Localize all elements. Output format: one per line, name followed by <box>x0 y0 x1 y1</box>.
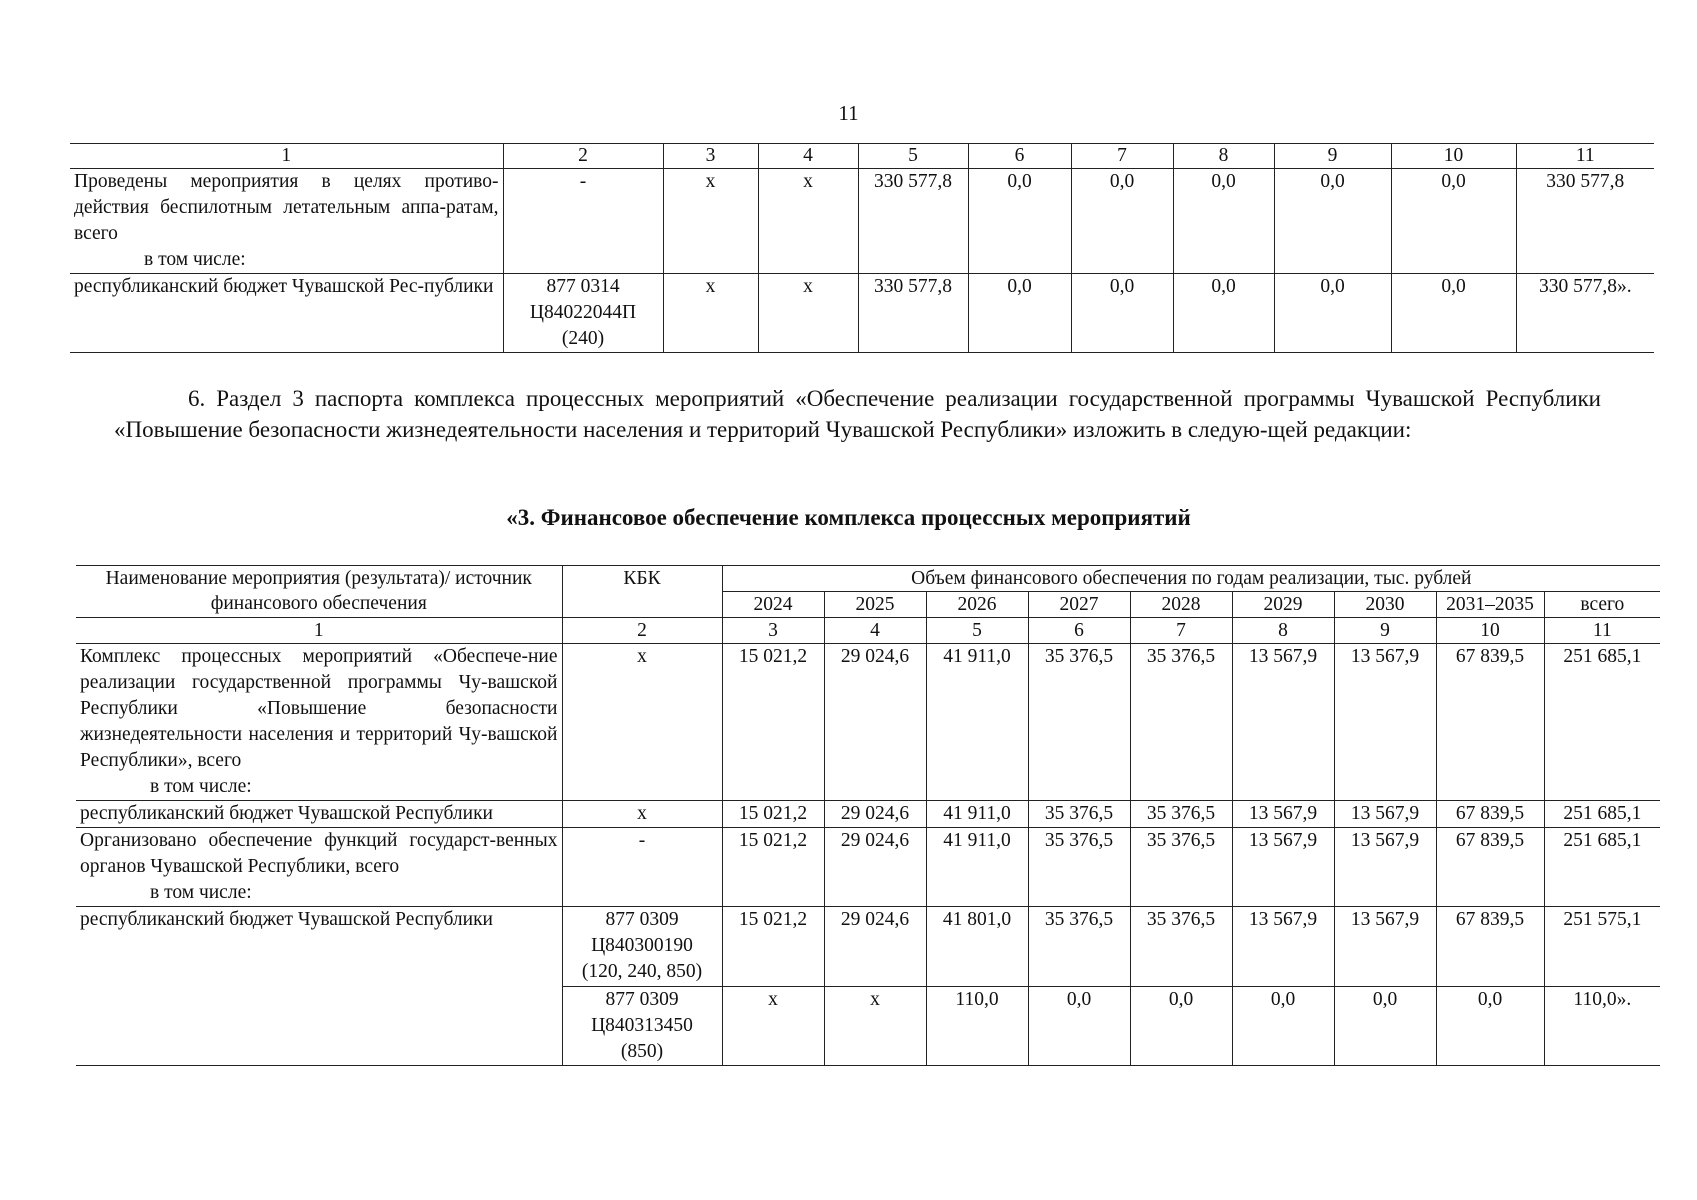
value-cell: 41 911,0 <box>926 644 1028 801</box>
kbk-cell: - <box>562 828 722 907</box>
value-cell: 29 024,6 <box>824 644 926 801</box>
row-name: республиканский бюджет Чувашской Республики <box>76 907 562 987</box>
kbk-line: Ц84022044П <box>529 302 637 323</box>
value-cell: 29 024,6 <box>824 801 926 828</box>
row-subnote: в том числе: <box>150 882 252 903</box>
row-name: Организовано обеспечение функций государст-венных органов Чувашской Республики, всего <box>80 830 558 877</box>
column-number: 4 <box>758 144 858 169</box>
value-cell: 67 839,5 <box>1436 801 1544 828</box>
row-name-cell <box>70 169 503 274</box>
value-cell: 0,0 <box>1071 274 1173 353</box>
kbk-cell <box>503 274 663 353</box>
year-header: 2031–2035 <box>1436 592 1544 618</box>
column-number: 6 <box>1028 618 1130 644</box>
value-cell: 41 911,0 <box>926 801 1028 828</box>
value-cell: 251 575,1 <box>1544 907 1660 987</box>
value-cell: 330 577,8 <box>1516 169 1654 274</box>
kbk-line: (120, 240, 850) <box>581 961 703 982</box>
value-cell: 330 577,8 <box>858 169 968 274</box>
row-name: республиканский бюджет Чувашской Рес-публики <box>70 274 503 353</box>
table-row <box>76 644 1660 801</box>
year-header: 2028 <box>1130 592 1232 618</box>
column-number: 4 <box>824 618 926 644</box>
value-cell: 0,0 <box>1028 987 1130 1066</box>
row-name: Комплекс процессных мероприятий «Обеспече-ние реализации государственной программы Чу-вашской Республики «Повышение безопасности жизнедеятельности населения и территорий Чу-вашской Республики», всего <box>80 646 558 771</box>
value-cell: 15 021,2 <box>722 801 824 828</box>
value-cell: 0,0 <box>968 274 1071 353</box>
kbk-line: 877 0309 <box>605 909 679 930</box>
cell: x <box>758 169 858 274</box>
value-cell: 15 021,2 <box>722 907 824 987</box>
table-row <box>76 907 1660 987</box>
year-header: 2026 <box>926 592 1028 618</box>
column-number: 10 <box>1436 618 1544 644</box>
body-paragraph <box>114 384 1601 445</box>
value-cell: 251 685,1 <box>1544 828 1660 907</box>
cell: x <box>663 274 758 353</box>
column-number: 11 <box>1516 144 1654 169</box>
value-cell: x <box>824 987 926 1066</box>
value-cell: 29 024,6 <box>824 907 926 987</box>
column-number: 6 <box>968 144 1071 169</box>
column-number: 1 <box>76 618 562 644</box>
year-header: 2029 <box>1232 592 1334 618</box>
value-cell: 251 685,1 <box>1544 801 1660 828</box>
value-cell: 251 685,1 <box>1544 644 1660 801</box>
row-name <box>76 987 562 1066</box>
table-row <box>76 987 1660 1066</box>
value-cell: 0,0 <box>968 169 1071 274</box>
year-header: 2025 <box>824 592 926 618</box>
column-number: 9 <box>1334 618 1436 644</box>
value-cell: 29 024,6 <box>824 828 926 907</box>
financing-table <box>76 565 1660 1066</box>
value-cell: 13 567,9 <box>1232 907 1334 987</box>
value-cell: 0,0 <box>1173 169 1274 274</box>
value-cell: 13 567,9 <box>1232 828 1334 907</box>
value-cell: 35 376,5 <box>1130 828 1232 907</box>
year-header: 2030 <box>1334 592 1436 618</box>
value-cell: 35 376,5 <box>1028 801 1130 828</box>
column-number: 5 <box>926 618 1028 644</box>
table-row <box>76 801 1660 828</box>
kbk-line: (850) <box>620 1041 664 1062</box>
year-header: 2027 <box>1028 592 1130 618</box>
value-cell: x <box>722 987 824 1066</box>
value-cell: 0,0 <box>1130 987 1232 1066</box>
column-number: 8 <box>1173 144 1274 169</box>
value-cell: 67 839,5 <box>1436 644 1544 801</box>
column-number: 11 <box>1544 618 1660 644</box>
column-number: 7 <box>1071 144 1173 169</box>
year-header: всего <box>1544 592 1660 618</box>
header-kbk: КБК <box>562 566 722 618</box>
column-number: 3 <box>722 618 824 644</box>
kbk-line: 877 0314 <box>546 276 620 297</box>
value-cell: 13 567,9 <box>1334 801 1436 828</box>
value-cell: 13 567,9 <box>1334 907 1436 987</box>
value-cell: 41 801,0 <box>926 907 1028 987</box>
kbk-cell <box>562 987 722 1066</box>
header-row <box>76 566 1660 592</box>
column-number: 8 <box>1232 618 1334 644</box>
column-number: 9 <box>1274 144 1391 169</box>
column-number: 7 <box>1130 618 1232 644</box>
value-cell: 35 376,5 <box>1130 801 1232 828</box>
value-cell: 110,0». <box>1544 987 1660 1066</box>
row-subnote: в том числе: <box>144 249 246 270</box>
value-cell: 35 376,5 <box>1130 907 1232 987</box>
row-name: Проведены мероприятия в целях противо-действия беспилотным летательным аппа-ратам, всего <box>74 171 499 244</box>
value-cell: 0,0 <box>1391 169 1516 274</box>
cell: x <box>663 169 758 274</box>
header-volume: Объем финансового обеспечения по годам реализации, тыс. рублей <box>722 566 1660 592</box>
value-cell: 0,0 <box>1274 274 1391 353</box>
value-cell: 35 376,5 <box>1028 644 1130 801</box>
value-cell: 0,0 <box>1436 987 1544 1066</box>
row-name: республиканский бюджет Чувашской Республики <box>76 801 562 828</box>
continuation-table <box>70 143 1654 353</box>
kbk-cell: x <box>562 801 722 828</box>
value-cell: 15 021,2 <box>722 644 824 801</box>
row-subnote: в том числе: <box>150 776 252 797</box>
paragraph-first-line: 6. Раздел 3 паспорта комплекса процессных мероприятий «Обеспечение реализации государственной программы Чувашской <box>188 386 1475 411</box>
kbk-line: 877 0309 <box>605 989 679 1010</box>
row-name-cell <box>76 644 562 801</box>
column-number: 5 <box>858 144 968 169</box>
column-number: 1 <box>70 144 503 169</box>
value-cell: 0,0 <box>1232 987 1334 1066</box>
value-cell: 15 021,2 <box>722 828 824 907</box>
value-cell: 13 567,9 <box>1232 644 1334 801</box>
column-number: 2 <box>503 144 663 169</box>
kbk-line: Ц840300190 <box>591 935 693 956</box>
page-number: 11 <box>838 101 859 125</box>
value-cell: 35 376,5 <box>1028 907 1130 987</box>
kbk-cell <box>562 907 722 987</box>
row-name-cell <box>76 828 562 907</box>
value-cell: 13 567,9 <box>1334 828 1436 907</box>
kbk-cell: - <box>503 169 663 274</box>
value-cell: 0,0 <box>1391 274 1516 353</box>
header-name: Наименование мероприятия (результата)/ источник финансового обеспечения <box>76 566 562 618</box>
value-cell: 0,0 <box>1071 169 1173 274</box>
table-row <box>70 274 1654 353</box>
value-cell: 0,0 <box>1173 274 1274 353</box>
value-cell: 0,0 <box>1274 169 1391 274</box>
value-cell: 110,0 <box>926 987 1028 1066</box>
kbk-line: (240) <box>561 328 605 349</box>
year-header: 2024 <box>722 592 824 618</box>
column-number: 2 <box>562 618 722 644</box>
paragraph-rest: Республики «Повышение безопасности жизнедеятельности населения и территорий Чувашской Республики» изложить в следую-щей редакции: <box>114 386 1601 442</box>
value-cell: 35 376,5 <box>1130 644 1232 801</box>
table-row <box>76 828 1660 907</box>
value-cell: 35 376,5 <box>1028 828 1130 907</box>
cell: x <box>758 274 858 353</box>
column-number-row <box>70 144 1654 169</box>
kbk-cell: x <box>562 644 722 801</box>
value-cell: 67 839,5 <box>1436 828 1544 907</box>
value-cell: 330 577,8». <box>1516 274 1654 353</box>
column-number: 3 <box>663 144 758 169</box>
value-cell: 13 567,9 <box>1334 644 1436 801</box>
section-title: «3. Финансовое обеспечение комплекса процессных мероприятий <box>506 505 1191 530</box>
value-cell: 330 577,8 <box>858 274 968 353</box>
kbk-line: Ц840313450 <box>591 1015 693 1036</box>
value-cell: 0,0 <box>1334 987 1436 1066</box>
value-cell: 13 567,9 <box>1232 801 1334 828</box>
value-cell: 41 911,0 <box>926 828 1028 907</box>
column-number: 10 <box>1391 144 1516 169</box>
table-row <box>70 169 1654 274</box>
value-cell: 67 839,5 <box>1436 907 1544 987</box>
column-number-row <box>76 618 1660 644</box>
